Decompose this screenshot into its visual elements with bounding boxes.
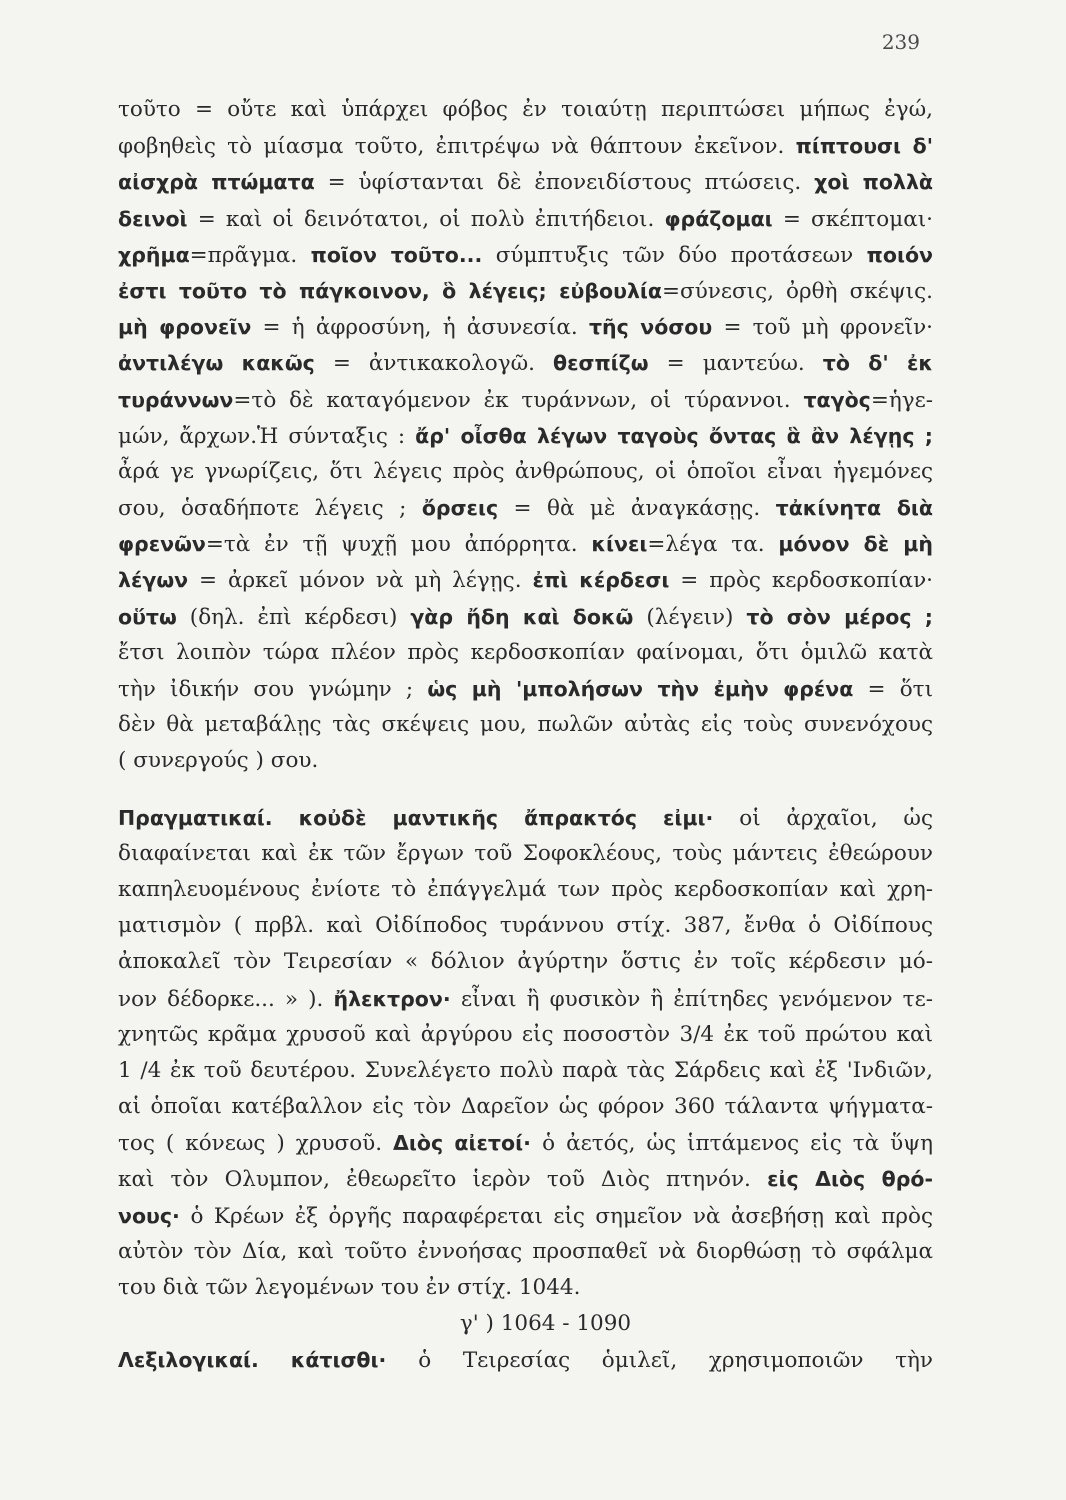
text-line: ἆρά γε γνωρίζεις, ὅτι λέγεις πρὸς ἀνθρώπους, οἱ ὁποῖοι εἶναι ἡγεμόνες	[118, 458, 933, 484]
text-line: τυράννων=τὸ δὲ καταγόμενον ἐκ τυράννων, οἱ τύραννοι. ταγὸς=ἡγε-	[118, 387, 933, 413]
text-line: αὐτὸν τὸν Δία, καὶ τοῦτο ἐννοήσας προσπαθεῖ νὰ διορθώσῃ τὸ σφάλμα	[118, 1238, 933, 1264]
text-line: σου, ὁσαδήποτε λέγεις ; ὄρσεις = θὰ μὲ ἀναγκάσῃς. τἀκίνητα διὰ	[118, 496, 933, 522]
text-line: ἀποκαλεῖ τὸν Τειρεσίαν « δόλιον ἀγύρτην ὅστις ἐν τοῖς κέρδεσιν μό-	[118, 949, 933, 975]
text-line: αἰσχρὰ πτώματα = ὑφίστανται δὲ ἐπονειδίστους πτώσεις. χοὶ πολλὰ	[118, 170, 933, 196]
text-line: νους· ὁ Κρέων ἐξ ὀργῆς παραφέρεται εἰς σημεῖον νὰ ἀσεβήσῃ καὶ πρὸς	[118, 1203, 933, 1229]
text-line: οὕτω (δηλ. ἐπὶ κέρδεσι) γὰρ ἤδη καὶ δοκῶ (λέγειν) τὸ σὸν μέρος ;	[118, 604, 933, 630]
paragraph-gap	[118, 780, 933, 800]
text-line: Λεξιλογικαί. κάτισθι· ὁ Τειρεσίας ὁμιλεῖ, χρησιμοποιῶν τὴν	[118, 1348, 933, 1374]
text-line: ἀντιλέγω κακῶς = ἀντικακολογῶ. θεσπίζω = μαντεύω. τὸ δ' ἐκ	[118, 351, 933, 377]
text-line: τὴν ἰδικήν σου γνώμην ; ὡς μὴ 'μπολήσων τὴν ἐμὴν φρένα = ὅτι	[118, 677, 934, 702]
text-line: του διὰ τῶν λεγομένων του ἐν στίχ. 1044.	[118, 1275, 581, 1300]
commentary-text	[118, 92, 933, 1379]
text-line: καπηλευομένους ἐνίοτε τὸ ἐπάγγελμά των πρὸς κερδοσκοπίαν καὶ χρη-	[118, 876, 933, 902]
text-line: μὴ φρονεῖν = ἡ ἀφροσύνη, ἡ ἀσυνεσία. τῆς νόσου = τοῦ μὴ φρονεῖν·	[118, 315, 934, 341]
text-line: φρενῶν=τὰ ἐν τῇ ψυχῇ μου ἀπόρρητα. κίνει=λέγα τα. μόνον δὲ μὴ	[118, 532, 933, 558]
text-line: χρῆμα=πρᾶγμα. ποῖον τοῦτο... σύμπτυξις τῶν δύο προτάσεων ποιόν	[118, 242, 933, 268]
text-line: ἐστι τοῦτο τὸ πάγκοινον, ὃ λέγεις; εὐβουλία=σύνεσις, ὀρθὴ σκέψις.	[118, 278, 933, 304]
text-line: μών, ἄρχων.Ἡ σύνταξις : ἄρ' οἶσθα λέγων ταγοὺς ὄντας ἃ ἂν λέγῃς ;	[118, 423, 933, 449]
text-line: χνητῶς κρᾶμα χρυσοῦ καὶ ἀργύρου εἰς ποσοστὸν 3/4 ἐκ τοῦ πρώτου καὶ	[118, 1021, 933, 1047]
page-number: 239	[881, 30, 920, 54]
text-line: καὶ τὸν Ολυμπον, ἐθεωρεῖτο ἱερὸν τοῦ Διὸς πτηνόν. εἰς Διὸς θρό-	[118, 1167, 934, 1193]
text-line: 1 /4 ἐκ τοῦ δευτέρου. Συνελέγετο πολὺ παρὰ τὰς Σάρδεις καὶ ἐξ 'Ινδιῶν,	[118, 1057, 933, 1083]
text-line: φοβηθεὶς τὸ μίασμα τοῦτο, ἐπιτρέψω νὰ θάπτουν ἐκεῖνον. πίπτουσι δ'	[118, 134, 933, 160]
text-line: δὲν θὰ μεταβάλῃς τὰς σκέψεις μου, πωλῶν αὐτὰς εἰς τοὺς συνενόχους	[118, 712, 933, 738]
text-line: αἱ ὁποῖαι κατέβαλλον εἰς τὸν Δαρεῖον ὡς φόρον 360 τάλαντα ψήγματα-	[118, 1094, 933, 1120]
text-line: λέγων = ἀρκεῖ μόνον νὰ μὴ λέγῃς. ἐπὶ κέρδεσι = πρὸς κερδοσκοπίαν·	[118, 568, 933, 594]
text-line: διαφαίνεται καὶ ἐκ τῶν ἔργων τοῦ Σοφοκλέους, τοὺς μάντεις ἐθεώρουν	[118, 840, 933, 866]
text-line: ἔτσι λοιπὸν τώρα πλέον πρὸς κερδοσκοπίαν φαίνομαι, ὅτι ὁμιλῶ κατὰ	[118, 639, 933, 665]
text-line: τοῦτο = οὔτε καὶ ὑπάρχει φόβος ἐν τοιαύτῃ περιπτώσει μήπως ἐγώ,	[118, 97, 933, 122]
text-line: ( συνεργούς ) σου.	[118, 748, 319, 774]
text-line: νον δέδορκε... » ). ἤλεκτρον· εἶναι ἢ φυσικὸν ἢ ἐπίτηδες γενόμενον τε-	[118, 986, 933, 1012]
text-line: ματισμὸν ( πρβλ. καὶ Οἰδίποδος τυράννου στίχ. 387, ἔνθα ὁ Οἰδίπους	[118, 913, 933, 939]
text-line: δεινοὶ = καὶ οἱ δεινότατοι, οἱ πολὺ ἐπιτήδειοι. φράζομαι = σκέπτομαι·	[118, 206, 933, 232]
text-line: Πραγματικαί. κοὐδὲ μαντικῆς ἄπρακτός εἰμι· οἱ ἀρχαῖοι, ὡς	[118, 805, 933, 831]
section-heading: γ' ) 1064 - 1090	[459, 1311, 632, 1337]
text-line: τος ( κόνεως ) χρυσοῦ. Διὸς αἰετοί· ὁ ἀετός, ὡς ἱπτάμενος εἰς τὰ ὕψη	[118, 1131, 933, 1157]
